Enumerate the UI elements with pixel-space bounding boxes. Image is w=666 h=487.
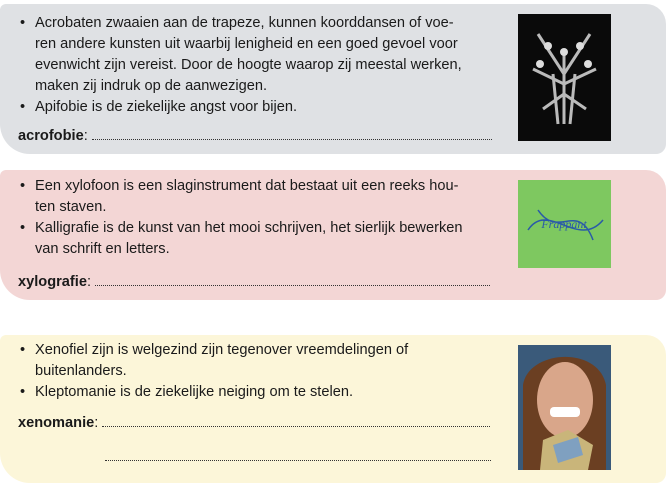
calligraphy-image [518,180,611,268]
answer-line: xylografie: [18,273,490,290]
term-label: acrofobie [18,128,84,144]
woman-with-money-image [518,345,611,470]
acrobats-image [518,14,611,141]
bullet-list [18,340,498,403]
section-xylografie [0,170,666,300]
bullet-list [18,176,498,260]
answer-field-line-2[interactable] [105,459,491,461]
bullet-list [18,13,498,118]
answer-field[interactable] [102,414,490,427]
answer-line: acrofobie: [18,127,492,144]
bullet-item: • Xenofiel zijn is welgezind zijn tegenover vreemdelingen of buitenlanders. [18,340,498,382]
answer-line: xenomanie: [18,414,490,431]
term-label: xylografie [18,274,87,290]
bullet-item: • Kleptomanie is de ziekelijke neiging om te stelen. [18,382,498,403]
section-acrofobie [0,4,666,154]
bullet-item: • Een xylofoon is een slaginstrument dat bestaat uit een reeks hou- ten staven. [18,176,498,218]
term-label: xenomanie [18,415,95,431]
bullet-item: • Acrobaten zwaaien aan de trapeze, kunnen koorddansen of voe- ren andere kunsten uit waarbij lenigheid en een goed gevoel voor evenwicht zijn vereist. Door de hoogte waarop zij meestal werken, maken zij indruk op de aanwezigen. [18,13,498,97]
answer-field[interactable] [92,127,492,140]
answer-field[interactable] [95,273,490,286]
section-xenomanie [0,335,666,483]
bullet-item: • Apifobie is de ziekelijke angst voor bijen. [18,97,498,118]
svg-text:Frappant: Frappant [541,217,587,231]
bullet-item: • Kalligrafie is de kunst van het mooi schrijven, het sierlijk bewerken van schrift en letters. [18,218,498,260]
